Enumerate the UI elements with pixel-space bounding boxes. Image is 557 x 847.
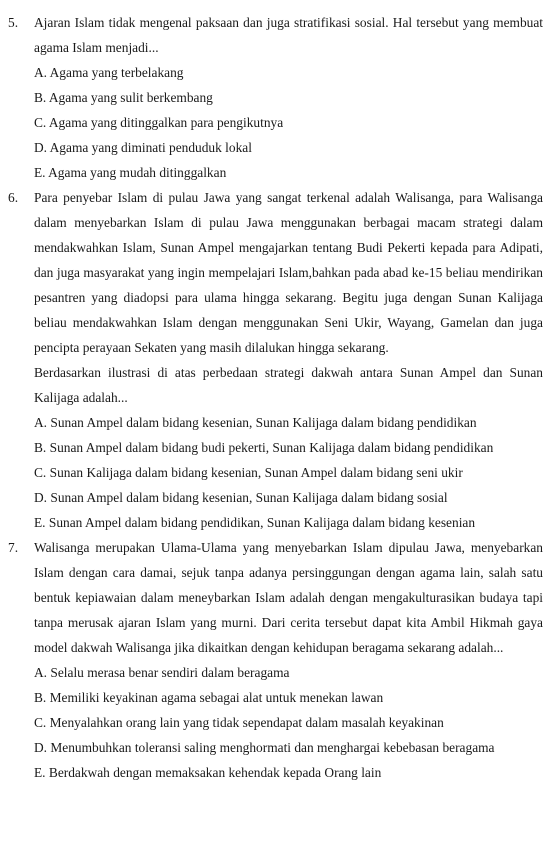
option-letter: D.	[34, 490, 48, 505]
option-text: Selalu merasa benar sendiri dalam beragama	[50, 665, 290, 680]
option-text: Sunan Ampel dalam bidang kesenian, Sunan Kalijaga dalam bidang sosial	[50, 490, 448, 505]
option-text: Sunan Kalijaga dalam bidang kesenian, Sunan Ampel dalam bidang seni ukir	[49, 465, 463, 480]
option-e[interactable]	[34, 160, 543, 185]
option-letter: C.	[34, 715, 47, 730]
option-text: Sunan Ampel dalam bidang budi pekerti, Sunan Kalijaga dalam bidang pendidikan	[49, 440, 494, 455]
option-a[interactable]	[34, 660, 543, 685]
question-body	[34, 185, 543, 535]
option-b[interactable]	[34, 85, 543, 110]
option-text: Memiliki keyakinan agama sebagai alat untuk menekan lawan	[49, 690, 384, 705]
question-number: 7.	[8, 540, 19, 555]
question-prompt: Berdasarkan ilustrasi di atas perbedaan strategi dakwah antara Sunan Ampel dan Sunan Kalijaga adalah...	[34, 365, 543, 405]
option-c[interactable]	[34, 110, 543, 135]
question-number: 5.	[8, 15, 19, 30]
option-e[interactable]	[34, 760, 543, 785]
option-letter: A.	[34, 415, 48, 430]
option-c[interactable]	[34, 710, 543, 735]
option-d[interactable]	[34, 485, 543, 510]
option-text: Berdakwah dengan memaksakan kehendak kepada Orang lain	[48, 765, 382, 780]
option-letter: C.	[34, 115, 47, 130]
question-6	[8, 185, 543, 535]
option-d[interactable]	[34, 735, 543, 760]
option-text: Menyalahkan orang lain yang tidak sependapat dalam masalah keyakinan	[49, 715, 444, 730]
option-letter: B.	[34, 440, 47, 455]
option-letter: E.	[34, 515, 46, 530]
question-body	[34, 535, 543, 785]
option-a[interactable]	[34, 60, 543, 85]
option-d[interactable]	[34, 135, 543, 160]
question-stem: Ajaran Islam tidak mengenal paksaan dan juga stratifikasi sosial. Hal tersebut yang membuat agama Islam menjadi...	[34, 15, 543, 55]
option-letter: D.	[34, 740, 48, 755]
option-letter: A.	[34, 665, 48, 680]
question-stem: Para penyebar Islam di pulau Jawa yang sangat terkenal adalah Walisanga, para Walisanga dalam menyebarkan Islam di pulau Jawa menggunakan berbagai macam strategi dalam mendakwahkan Islam, Sunan Ampel mengajarkan tentang Budi Pekerti kepada para Adipati, dan juga masyarakat yang ingin mempelajari Islam,bahkan pada abad ke-15 beliau mendirikan pesantren yang diadopsi para ulama hingga sekarang. Begitu juga dengan Sunan Kalijaga beliau mendakwahkan Islam dengan menggunakan Seni Ukir, Wayang, Gamelan dan juga pencipta perayaan Sekaten yang masih dilalukan hingga sekarang.	[34, 190, 543, 355]
option-letter: A.	[34, 65, 48, 80]
option-c[interactable]	[34, 460, 543, 485]
option-letter: E.	[34, 165, 46, 180]
option-a[interactable]	[34, 410, 543, 435]
question-body	[34, 10, 543, 185]
option-letter: E.	[34, 765, 46, 780]
option-letter: D.	[34, 140, 48, 155]
option-b[interactable]	[34, 685, 543, 710]
question-5	[8, 10, 543, 185]
question-number: 6.	[8, 190, 19, 205]
option-list	[34, 660, 543, 785]
option-text: Agama yang sulit berkembang	[48, 90, 213, 105]
option-text: Agama yang mudah ditinggalkan	[48, 165, 227, 180]
option-list	[34, 410, 543, 535]
option-text: Agama yang ditinggalkan para pengikutnya	[48, 115, 284, 130]
question-stem: Walisanga merupakan Ulama-Ulama yang menyebarkan Islam dipulau Jawa, menyebarkan Islam dengan cara damai, sejuk tanpa adanya persinggungan dengan agama lain, salah satu bentuk kepiawaian dalam meneybarkan Islam adalah dengan mengakulturasikan budaya tapi tanpa merusak ajaran Islam yang murni. Dari cerita tersebut dapat kita Ambil Hikmah gaya model dakwah Walisanga jika dikaitkan dengan kehidupan beragama sekarang adalah...	[34, 540, 543, 655]
question-7	[8, 535, 543, 785]
option-text: Sunan Ampel dalam bidang pendidikan, Sunan Kalijaga dalam bidang kesenian	[48, 515, 476, 530]
option-list	[34, 60, 543, 185]
option-text: Menumbuhkan toleransi saling menghormati dan menghargai kebebasan beragama	[50, 740, 495, 755]
option-letter: B.	[34, 90, 47, 105]
option-text: Agama yang terbelakang	[49, 65, 184, 80]
option-text: Agama yang diminati penduduk lokal	[49, 140, 252, 155]
option-b[interactable]	[34, 435, 543, 460]
option-letter: B.	[34, 690, 47, 705]
option-text: Sunan Ampel dalam bidang kesenian, Sunan Kalijaga dalam bidang pendidikan	[50, 415, 477, 430]
option-e[interactable]	[34, 510, 543, 535]
option-letter: C.	[34, 465, 47, 480]
